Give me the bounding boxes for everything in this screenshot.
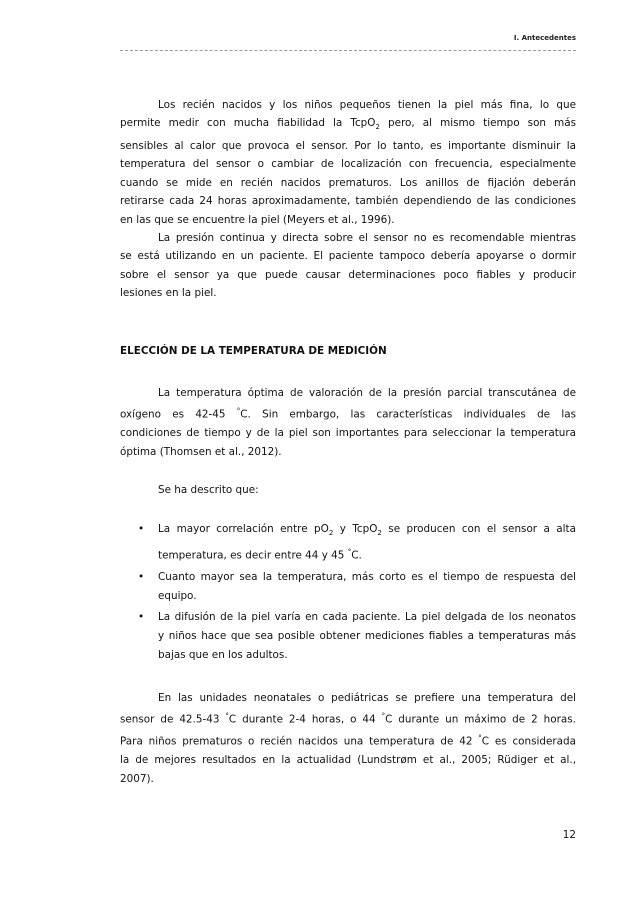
paragraph-1-line: cuando se mide en recién nacidos prematuros. Los anillos de fijación deberán xyxy=(120,176,576,189)
list-item-line: y niños hace que sea posible obtener mediciones fiables a temperaturas más xyxy=(158,629,576,642)
paragraph-4-line: Para niños prematuros o recién nacidos una temperatura de 42 °C es considerada xyxy=(120,734,576,748)
paragraph-2-line: sobre el sensor ya que puede causar determinaciones poco fiables y producir xyxy=(120,268,576,281)
paragraph-2-line: La presión continua y directa sobre el sensor no es recomendable mientras xyxy=(158,232,576,244)
list-item-line: bajas que en los adultos. xyxy=(158,648,288,661)
list-intro: Se ha descrito que: xyxy=(158,484,259,496)
paragraph-1-line: retirarse cada 24 horas aproximadamente, también dependiendo de las condiciones xyxy=(120,195,576,208)
paragraph-4-line: 2007). xyxy=(120,772,154,785)
page-number: 12 xyxy=(562,829,576,841)
list-item-line: temperatura, es decir entre 44 y 45 °C. xyxy=(158,548,362,562)
list-item-line: La mayor correlación entre $pO_2$ y TcpO$_2$ se producen con el sensor a alta xyxy=(158,523,577,538)
bullet-icon: • xyxy=(138,523,145,535)
list-item xyxy=(120,608,576,665)
paragraph-3-line: condiciones de tiempo y de la piel son importantes para seleccionar la temperatura xyxy=(120,427,576,440)
bullet-list xyxy=(120,520,576,667)
paragraph-1-line: en las que se encuentre la piel (Meyers et al., 1996). xyxy=(120,213,395,226)
paragraph-2-line: lesiones en la piel. xyxy=(120,287,217,300)
paragraph-4-line: En las unidades neonatales o pediátricas se prefiere una temperatura del xyxy=(158,692,576,704)
paragraph-4 xyxy=(120,689,576,788)
paragraph-4-line: sensor de 42.5-43 °C durante 2-4 horas, o 44 °C durante un máximo de 2 horas. xyxy=(120,712,576,726)
list-item-line: Cuanto mayor sea la temperatura, más corto es el tiempo de respuesta del xyxy=(158,570,576,583)
paragraph-3-line: oxígeno es 42-45 °C. Sin embargo, las características individuales de las xyxy=(120,407,576,421)
section-heading: ELECCIÓN DE LA TEMPERATURA DE MEDICIÓN xyxy=(120,345,387,357)
paragraph-1-line: permite medir con mucha fiabilidad la TcpO$_2$ pero, al mismo tiempo son más xyxy=(120,117,576,132)
paragraph-2-line: se está utilizando en un paciente. El paciente tampoco debería apoyarse o dormir xyxy=(120,250,576,263)
list-item xyxy=(120,568,576,606)
bullet-icon: • xyxy=(138,610,145,623)
paragraph-4-line: la de mejores resultados en la actualidad (Lundstrøm et al., 2005; Rüdiger et al., xyxy=(120,754,576,767)
paragraph-3-line: La temperatura óptima de valoración de la presión parcial transcutánea de xyxy=(158,387,576,399)
paragraph-3 xyxy=(120,384,576,461)
running-header: I. Antecedentes xyxy=(513,34,576,42)
list-item xyxy=(120,520,576,566)
paragraph-1-line: sensibles al calor que provoca el sensor. Por lo tanto, es importante disminuir la xyxy=(120,139,576,152)
paragraph-2 xyxy=(120,229,576,303)
paragraph-1-line: Los recién nacidos y los niños pequeños tienen la piel más fina, lo que xyxy=(158,99,576,111)
list-item-line: La difusión de la piel varía en cada paciente. La piel delgada de los neonatos xyxy=(158,610,576,623)
paragraph-3-line: óptima (Thomsen et al., 2012). xyxy=(120,445,282,458)
bullet-icon: • xyxy=(138,570,145,583)
header-divider xyxy=(120,50,576,51)
list-item-line: equipo. xyxy=(158,589,197,602)
paragraph-1 xyxy=(120,96,576,229)
paragraph-1-line: temperatura del sensor o cambiar de localización con frecuencia, especialmente xyxy=(120,158,576,171)
